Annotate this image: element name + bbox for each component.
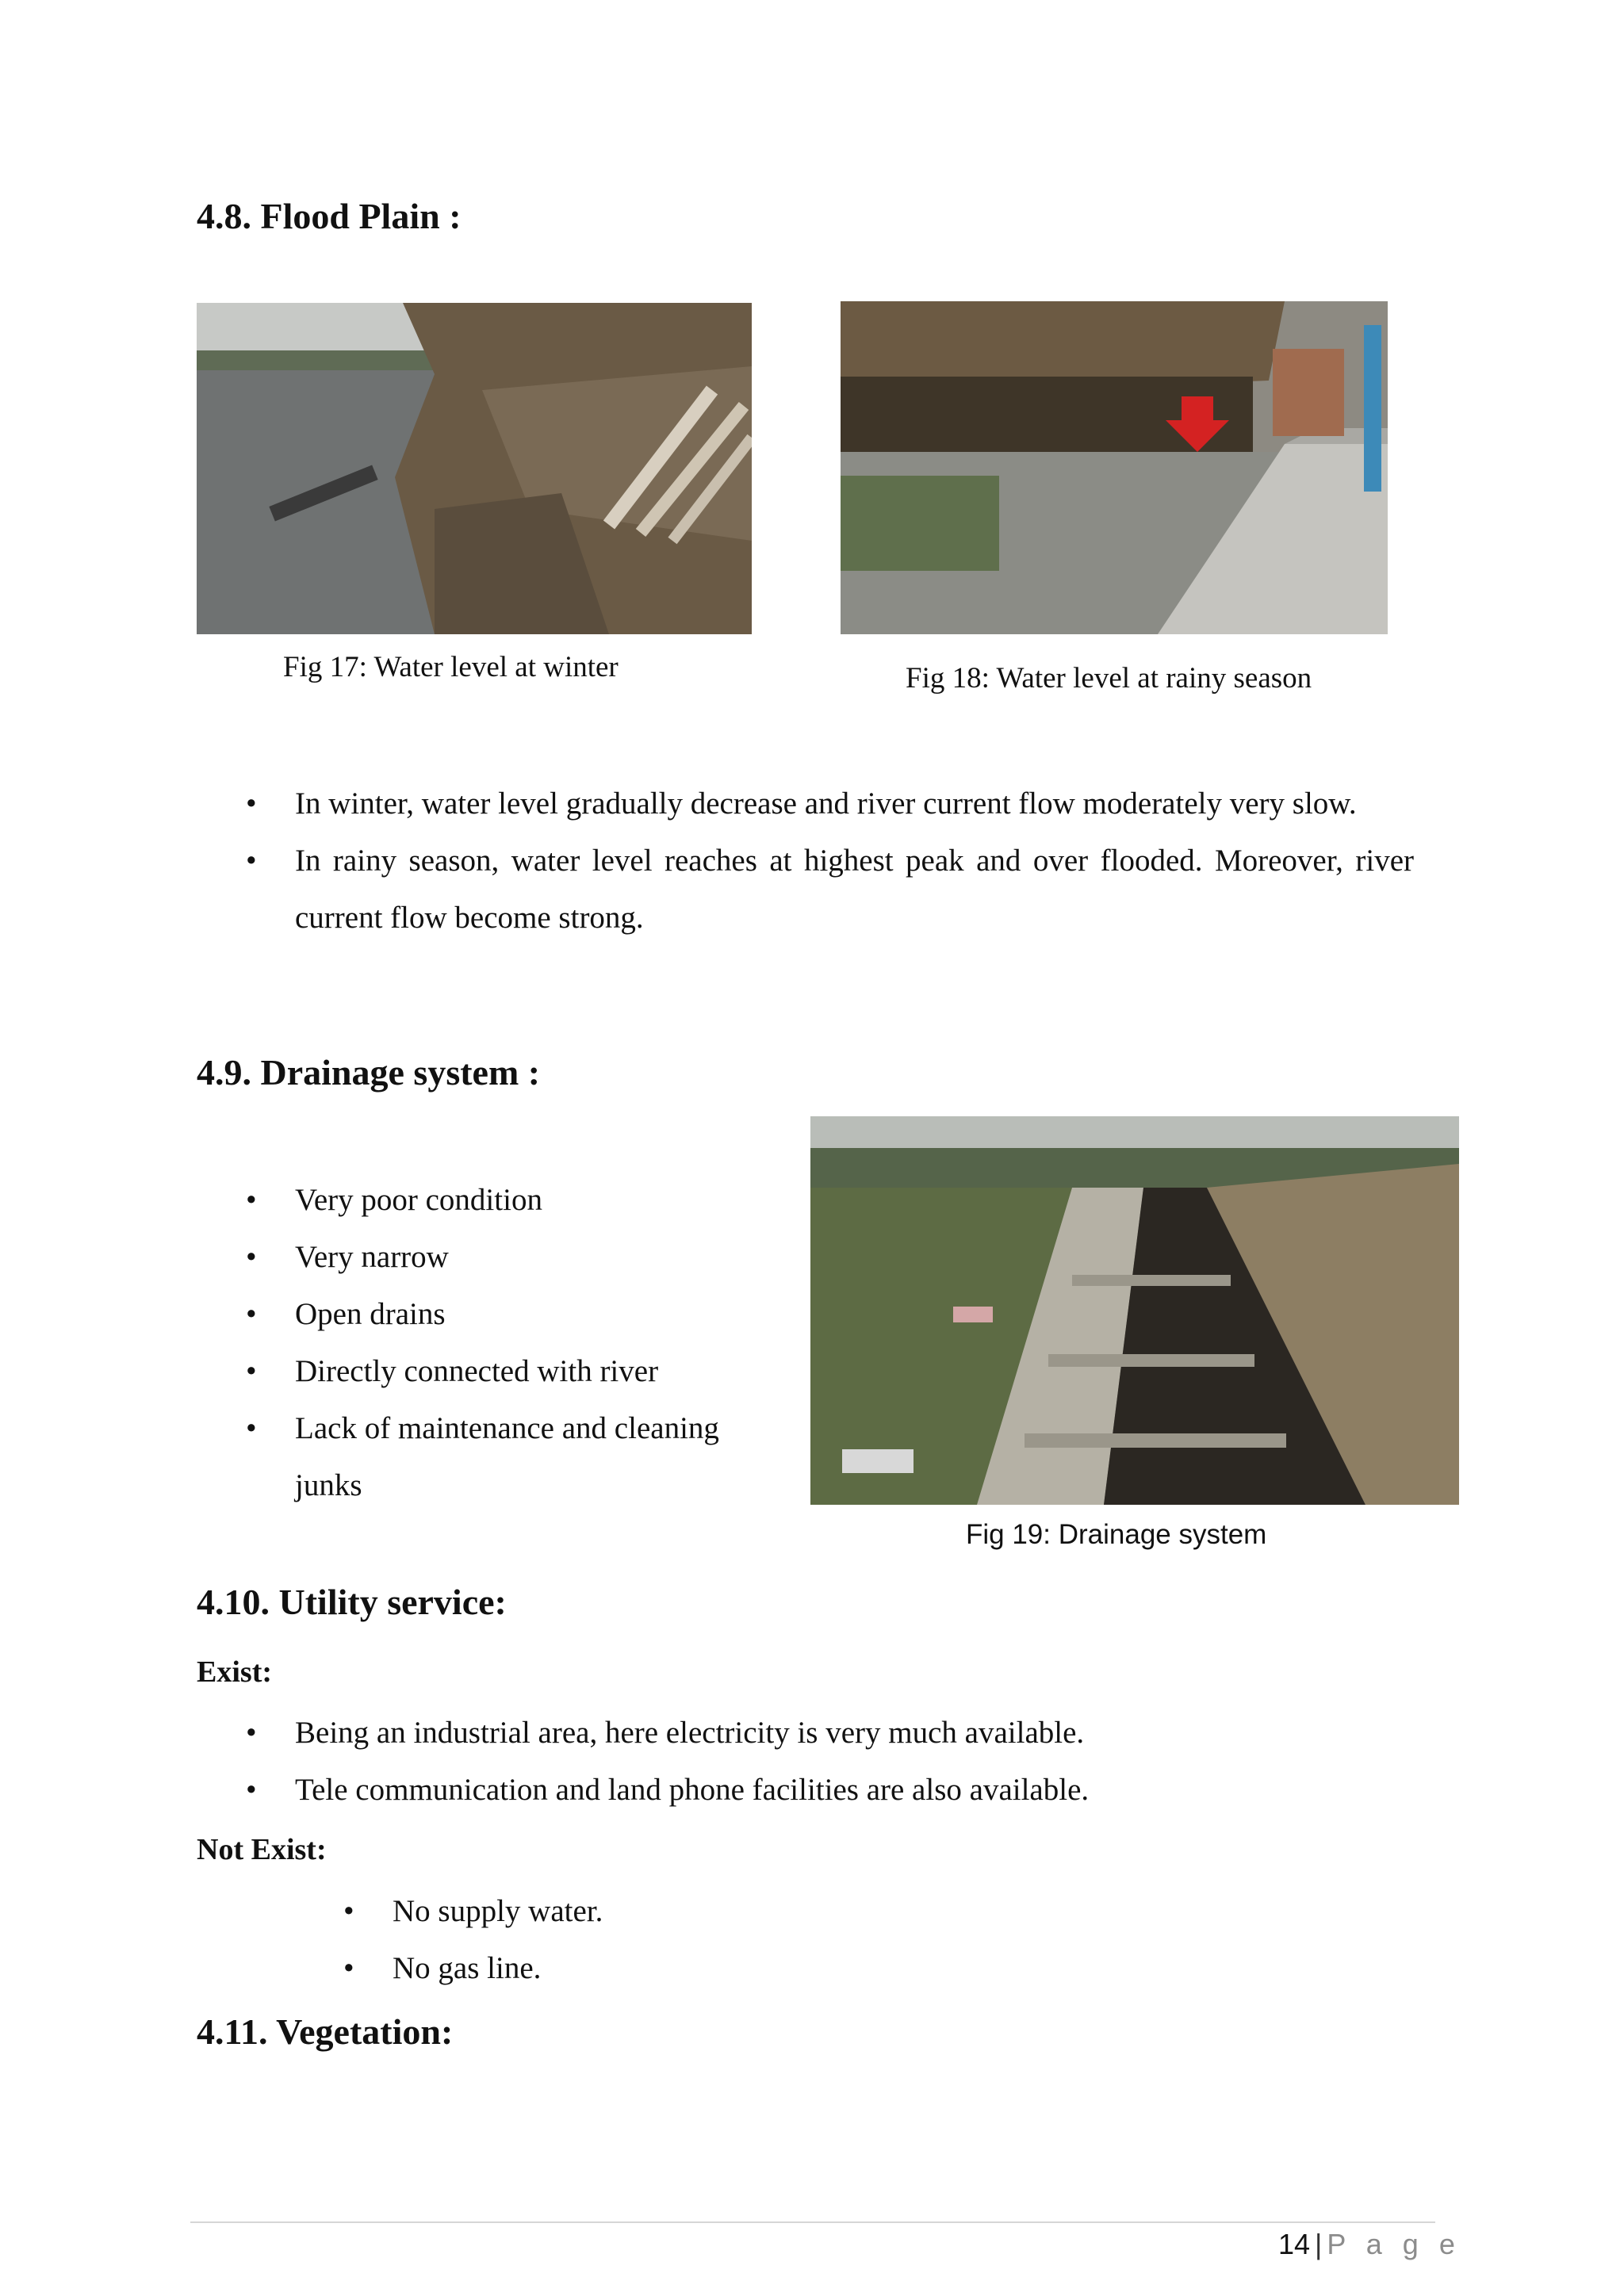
list-item: • Directly connected with river <box>246 1343 753 1400</box>
heading-vegetation: 4.11. Vegetation: <box>197 2011 454 2052</box>
not-exist-bullets <box>343 1883 1216 1997</box>
caption-fig-17: Fig 17: Water level at winter <box>283 651 619 683</box>
photo-drainage-system <box>810 1116 1459 1505</box>
footer-divider <box>190 2221 1435 2223</box>
caption-fig-18: Fig 18: Water level at rainy season <box>906 662 1312 695</box>
list-item: • Lack of maintenance and cleaning junks <box>246 1400 753 1514</box>
list-item: • No supply water. <box>343 1883 1216 1940</box>
exist-bullets <box>246 1705 1419 1819</box>
page-footer <box>1278 2228 1461 2261</box>
list-item: • Open drains <box>246 1286 753 1343</box>
list-item: • In winter, water level gradually decrease and river current flow moderately very slow. <box>246 775 1414 832</box>
photo-water-level-winter <box>197 303 752 634</box>
page-number: 14 <box>1278 2228 1311 2260</box>
list-item: • Very narrow <box>246 1229 753 1286</box>
heading-flood-plain: 4.8. Flood Plain : <box>197 196 462 236</box>
list-item: • In rainy season, water level reaches at highest peak and over flooded. Moreover, river current flow become strong. <box>246 832 1414 947</box>
list-item: • Tele communication and land phone facilities are also available. <box>246 1762 1419 1819</box>
heading-utility-service: 4.10. Utility service: <box>197 1582 507 1622</box>
label-exist: Exist: <box>197 1655 272 1689</box>
page-separator: | <box>1315 2228 1323 2260</box>
page-word: P a g e <box>1327 2228 1461 2260</box>
list-item: • No gas line. <box>343 1940 1216 1997</box>
list-item: • Very poor condition <box>246 1172 753 1229</box>
label-not-exist: Not Exist: <box>197 1833 327 1866</box>
photo-water-level-rainy <box>841 301 1388 634</box>
heading-drainage-system: 4.9. Drainage system : <box>197 1052 541 1093</box>
flood-plain-bullets <box>246 775 1414 947</box>
caption-fig-19: Fig 19: Drainage system <box>966 1519 1267 1550</box>
drainage-bullets <box>246 1172 753 1514</box>
list-item: • Being an industrial area, here electricity is very much available. <box>246 1705 1419 1762</box>
